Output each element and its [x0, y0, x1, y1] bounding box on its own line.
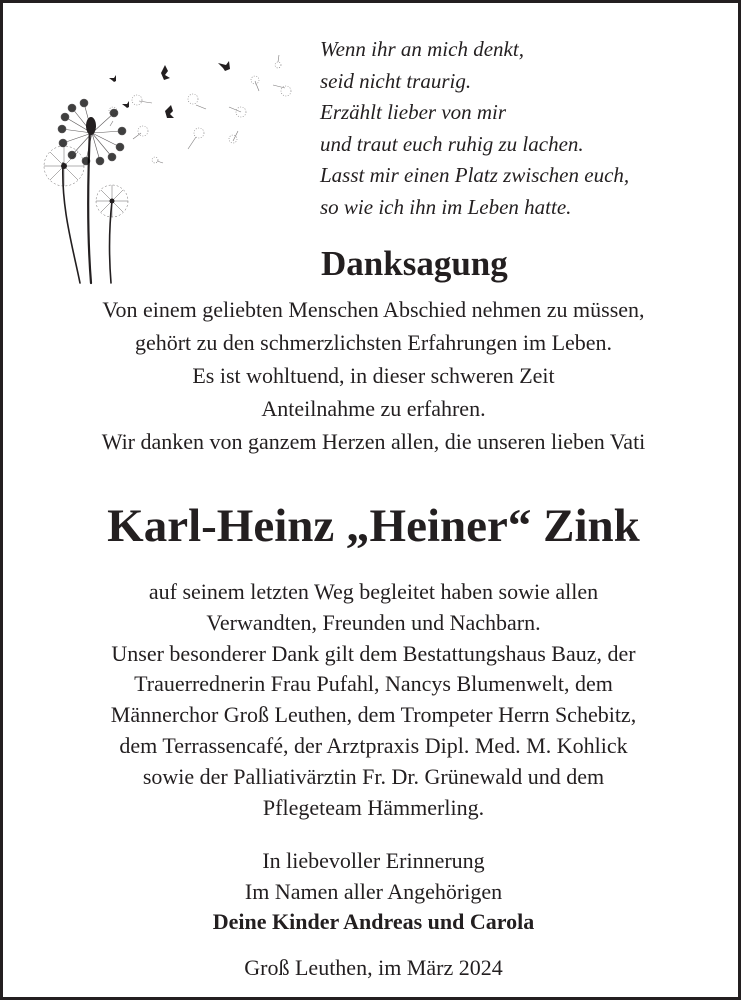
intro-line: Wir danken von ganzem Herzen allen, die unseren lieben Vati: [101, 429, 646, 454]
intro-line: Es ist wohltuend, in dieser schweren Zeit: [192, 363, 555, 388]
intro-line: gehört zu den schmerzlichsten Erfahrungen im Leben.: [134, 330, 613, 355]
poem-line: Erzählt lieber von mir: [320, 100, 507, 124]
poem-line: so wie ich ihn im Leben hatte.: [320, 194, 572, 219]
closing: [3, 846, 741, 938]
dandelion-butterflies-icon: [33, 33, 303, 288]
thanks-text: [3, 577, 741, 823]
body-line: auf seinem letzten Weg begleitet haben sowie allen: [148, 579, 599, 604]
poem-line: Wenn ihr an mich denkt,: [320, 37, 524, 61]
body-line: Unser besonderer Dank gilt dem Bestattungshaus Bauz, der: [111, 640, 636, 666]
body-line: Trauerrednerin Frau Pufahl, Nancys Blumenwelt, dem: [134, 671, 613, 697]
body-line: sowie der Palliativärztin Fr. Dr. Grünewald und dem: [142, 763, 605, 789]
body-line: Verwandten, Freunden und Nachbarn.: [206, 609, 541, 635]
body-line: dem Terrassencafé, der Arztpraxis Dipl. Med. M. Kohlick: [119, 732, 628, 758]
signature: Deine Kinder Andreas und Carola: [212, 909, 535, 934]
body-line: Pflegeteam Hämmerling.: [262, 794, 485, 820]
intro-text: [3, 293, 741, 458]
intro-line: Anteilnahme zu erfahren.: [261, 396, 486, 421]
poem: [320, 34, 740, 223]
body-line: Männerchor Groß Leuthen, dem Trompeter Herrn Schebitz,: [110, 702, 637, 728]
deceased-name: Karl-Heinz „Heiner“ Zink: [107, 500, 640, 552]
poem-line: seid nicht traurig.: [320, 68, 472, 93]
page-title: Danksagung: [321, 244, 508, 283]
intro-line: Von einem geliebten Menschen Abschied nehmen zu müssen,: [102, 297, 645, 322]
poem-line: und traut euch ruhig zu lachen.: [320, 131, 584, 156]
place-date: Groß Leuthen, im März 2024: [244, 955, 503, 980]
poem-line: Lasst mir einen Platz zwischen euch,: [320, 163, 630, 187]
closing-line: Im Namen aller Angehörigen: [244, 878, 503, 904]
closing-line: In liebevoller Erinnerung: [262, 848, 485, 873]
